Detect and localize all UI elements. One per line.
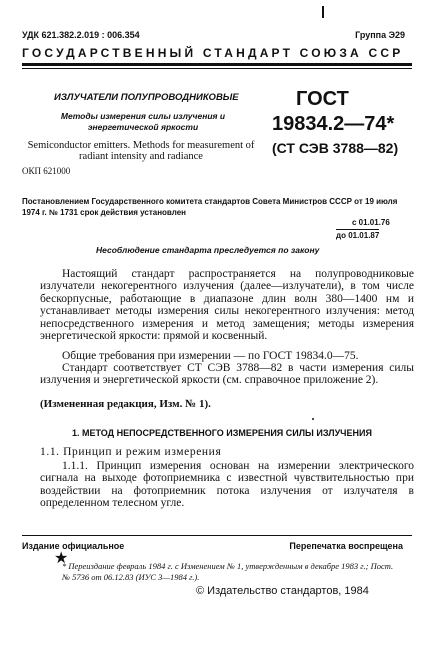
header-rule-thick [22,63,412,66]
amendment-note: (Измененная редакция, Изм. № 1). [40,398,211,410]
gost-number: 19834.2—74* [272,113,395,135]
reprint-prohibited: Перепечатка воспрещена [289,541,403,551]
intro-paragraph: Настоящий стандарт распространяется на полупроводниковые излучатели некогерентного излучения (далее—излучатели), в том числе бескорпусные, работающие в диапазоне длин волн 380—1400 нм и устанавливает методы измерения силы некогерентного излучения: метод непосредственного измерения и метод замещения; методы измерения энергетической яркости: прямой и косвенный. [40,268,414,343]
footer-rule [22,535,412,536]
reissue-footnote: * Переиздание февраль 1984 г. с Изменением № 1, утвержденным в декабре 1983 г.; Пост. № 5736 от 06.12.83 (ИУС 3—1984 г.). [62,561,394,582]
conformity-paragraph: Стандарт соответствует СТ СЭВ 3788—82 в части измерения силы излучения и энергетической яркости (см. справочное приложение 2). [40,362,414,387]
udk-code: УДК 621.382.2.019 : 006.354 [22,30,140,40]
section-heading: 1. МЕТОД НЕПОСРЕДСТВЕННОГО ИЗМЕРЕНИЯ СИЛЫ ИЗЛУЧЕНИЯ [72,428,372,438]
valid-from: с 01.01.76 [352,218,390,227]
valid-to: до 01.01.87 [336,231,380,240]
document-subtitle: Методы измерения силы излучения и энергетической яркости [60,111,226,132]
standard-banner: ГОСУДАРСТВЕННЫЙ СТАНДАРТ СОЮЗА ССР [22,46,404,60]
okp-code: ОКП 621000 [22,166,71,176]
document-title: ИЗЛУЧАТЕЛИ ПОЛУПРОВОДНИКОВЫЕ [54,92,239,103]
copyright: © Издательство стандартов, 1984 [196,585,369,597]
gost-label: ГОСТ [296,88,349,110]
header-rule-thin [22,68,412,69]
approval-text: Постановлением Государственного комитета стандартов Совета Министров СССР от 19 июля 1974 г. № 1731 срок действия установлен [22,197,398,217]
general-requirements: Общие требования при измерении — по ГОСТ 19834.0—75. [62,350,359,362]
group-code: Группа Э29 [355,30,405,40]
subsection-heading: 1.1. Принцип и режим измерения [40,446,222,458]
star-icon: ★ [54,550,69,567]
legal-notice: Несоблюдение стандарта преследуется по закону [96,245,320,255]
clause-text: 1.1.1. Принцип измерения основан на измерении электрического сигнала на выходе фотоприемника с известной чувствительностью при воздействии на фотоприемник потока излучения от излучателя в определенном телесном угле. [40,460,414,510]
english-title: Semiconductor emitters. Methods for measurement of radiant intensity and radiance [27,140,255,162]
print-speck [312,418,314,420]
sev-reference: (СТ СЭВ 3788—82) [272,140,399,156]
margin-mark [322,6,324,18]
official-edition: Издание официальное [22,541,125,551]
